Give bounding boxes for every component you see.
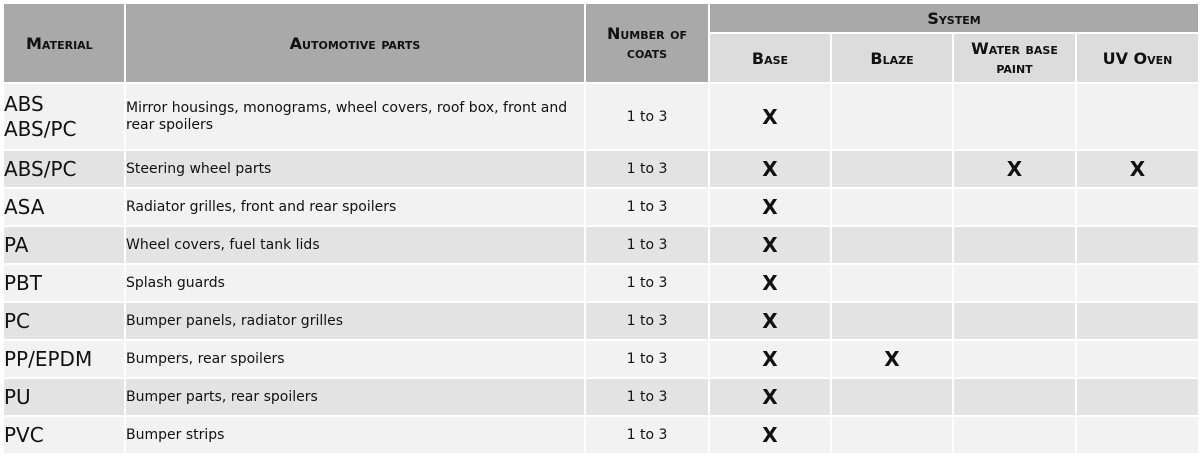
automotive-parts-cell: Steering wheel parts	[125, 150, 585, 188]
material-name: ABS/PC	[4, 116, 77, 141]
system-mark-blaze	[831, 264, 953, 302]
material-name: ABS/PC	[4, 156, 77, 181]
header-system-base-line: Base	[751, 48, 789, 68]
system-mark-blaze	[831, 226, 953, 264]
material-cell	[3, 188, 125, 226]
material-name: PP/EPDM	[4, 346, 93, 371]
header-coats-line-2: coats	[626, 43, 668, 62]
material-name: PA	[4, 232, 29, 257]
material-name: ASA	[4, 194, 45, 219]
material-cell	[3, 264, 125, 302]
header-system-water-base-paint	[953, 33, 1076, 83]
system-mark-water-base-paint	[953, 302, 1076, 340]
table-row	[3, 226, 1199, 264]
table-row	[3, 340, 1199, 378]
system-mark-base: X	[709, 188, 831, 226]
table-row	[3, 302, 1199, 340]
material-cell	[3, 150, 125, 188]
system-mark-blaze	[831, 378, 953, 416]
system-mark-base: X	[709, 340, 831, 378]
system-mark-uv-oven: X	[1076, 150, 1199, 188]
header-system-base	[709, 33, 831, 83]
header-number-of-coats	[585, 3, 709, 83]
system-mark-blaze	[831, 416, 953, 454]
table-row	[3, 264, 1199, 302]
system-mark-uv-oven	[1076, 378, 1199, 416]
table-row	[3, 150, 1199, 188]
system-mark-water-base-paint	[953, 264, 1076, 302]
header-system-blaze	[831, 33, 953, 83]
material-name: PU	[4, 384, 31, 409]
header-material: Material	[3, 3, 125, 83]
material-cell	[3, 302, 125, 340]
material-name: PVC	[4, 422, 44, 447]
coats-cell: 1 to 3	[585, 378, 709, 416]
system-mark-water-base-paint	[953, 226, 1076, 264]
system-mark-base: X	[709, 226, 831, 264]
system-mark-base: X	[709, 83, 831, 150]
coats-cell: 1 to 3	[585, 226, 709, 264]
coats-cell: 1 to 3	[585, 302, 709, 340]
system-mark-base: X	[709, 416, 831, 454]
material-name: ABS	[4, 91, 44, 116]
system-mark-base: X	[709, 264, 831, 302]
automotive-parts-cell: Bumper panels, radiator grilles	[125, 302, 585, 340]
table-row	[3, 188, 1199, 226]
system-mark-blaze	[831, 83, 953, 150]
table-row	[3, 416, 1199, 454]
system-mark-uv-oven	[1076, 340, 1199, 378]
system-mark-blaze	[831, 188, 953, 226]
system-mark-water-base-paint: X	[953, 150, 1076, 188]
header-system-blaze-line: Blaze	[870, 48, 914, 68]
system-mark-base: X	[709, 378, 831, 416]
system-mark-blaze: X	[831, 340, 953, 378]
system-mark-water-base-paint	[953, 340, 1076, 378]
system-mark-blaze	[831, 150, 953, 188]
header-system-water-base-paint-line: Water base	[971, 39, 1058, 58]
coats-cell: 1 to 3	[585, 416, 709, 454]
coats-cell: 1 to 3	[585, 188, 709, 226]
header-system: System	[709, 3, 1199, 33]
automotive-parts-cell: Bumper parts, rear spoilers	[125, 378, 585, 416]
table-row	[3, 83, 1199, 150]
material-cell	[3, 226, 125, 264]
system-mark-water-base-paint	[953, 416, 1076, 454]
system-mark-water-base-paint	[953, 83, 1076, 150]
header-system-uv-oven-line: UV Oven	[1102, 48, 1173, 68]
system-mark-uv-oven	[1076, 83, 1199, 150]
automotive-parts-cell: Wheel covers, fuel tank lids	[125, 226, 585, 264]
material-name: PBT	[4, 270, 42, 295]
coats-cell: 1 to 3	[585, 150, 709, 188]
system-mark-uv-oven	[1076, 226, 1199, 264]
material-cell	[3, 378, 125, 416]
table-row	[3, 378, 1199, 416]
coats-cell: 1 to 3	[585, 264, 709, 302]
system-mark-water-base-paint	[953, 378, 1076, 416]
system-mark-base: X	[709, 150, 831, 188]
material-name: PC	[4, 308, 31, 333]
materials-system-table	[2, 2, 1200, 455]
coats-cell: 1 to 3	[585, 340, 709, 378]
header-coats-line-1: Number of	[606, 24, 688, 43]
system-mark-uv-oven	[1076, 302, 1199, 340]
material-cell	[3, 340, 125, 378]
automotive-parts-cell: Bumper strips	[125, 416, 585, 454]
system-mark-uv-oven	[1076, 416, 1199, 454]
system-mark-base: X	[709, 302, 831, 340]
automotive-parts-cell: Mirror housings, monograms, wheel covers, roof box, front and rear spoilers	[125, 83, 585, 150]
coats-cell: 1 to 3	[585, 83, 709, 150]
header-automotive-parts: Automotive parts	[125, 3, 585, 83]
material-cell	[3, 83, 125, 150]
automotive-parts-cell: Splash guards	[125, 264, 585, 302]
header-system-water-base-paint-line: paint	[996, 58, 1033, 77]
system-mark-water-base-paint	[953, 188, 1076, 226]
material-cell	[3, 416, 125, 454]
header-system-uv-oven	[1076, 33, 1199, 83]
automotive-parts-cell: Radiator grilles, front and rear spoilers	[125, 188, 585, 226]
system-mark-uv-oven	[1076, 264, 1199, 302]
system-mark-blaze	[831, 302, 953, 340]
automotive-parts-cell: Bumpers, rear spoilers	[125, 340, 585, 378]
system-mark-uv-oven	[1076, 188, 1199, 226]
